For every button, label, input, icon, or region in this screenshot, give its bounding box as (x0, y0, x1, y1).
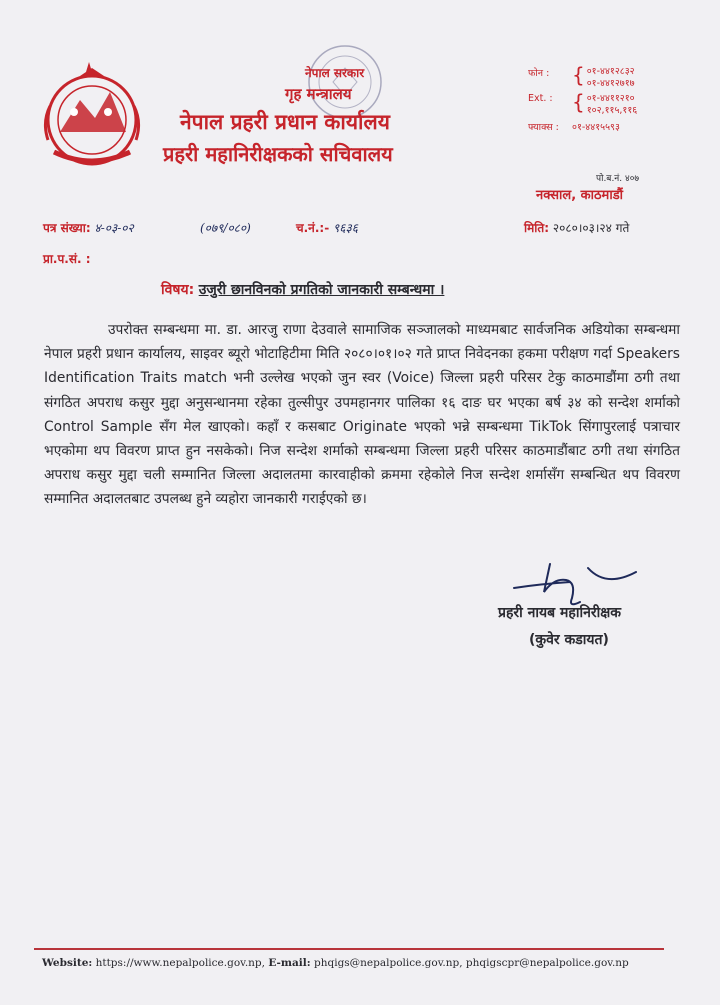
prapasa-label: प्रा.प.सं. : (43, 252, 91, 266)
date-label: मिति: (524, 221, 550, 235)
email-label: E-mail: (268, 957, 311, 969)
chalani-value: ९६३६ (333, 221, 358, 235)
fiscal-year (200, 219, 251, 236)
patra-value: ४-०३-०२ (94, 221, 134, 235)
subject-line (161, 280, 444, 299)
footer-contacts (42, 957, 629, 969)
phone-label: फोन : (528, 68, 550, 79)
dispatch-number (296, 219, 358, 236)
nepal-emblem-icon (40, 62, 144, 176)
reference-number (43, 219, 134, 236)
patra-label: पत्र संख्या: (43, 221, 91, 235)
contact-block (528, 63, 708, 136)
website-label: Website: (42, 957, 93, 969)
website-link[interactable]: https://www.nepalpolice.gov.np, (95, 957, 265, 969)
ministry-label: गृह मन्त्रालय (285, 85, 352, 103)
email-link[interactable]: phqigscpr@nepalpolice.gov.np (465, 957, 629, 969)
phone-number: ०१-४४१२८३२ (586, 66, 635, 77)
ext-number: ०१-४४११२१० (586, 93, 635, 104)
phone-number: ०१-४४१२७१७ (586, 78, 635, 89)
fax-number: ०१-४४१५५९३ (572, 122, 620, 133)
office-title: नेपाल प्रहरी प्रधान कार्यालय (180, 110, 390, 134)
footer-divider (34, 948, 664, 950)
email-link[interactable]: phqigs@nepalpolice.gov.np, (314, 957, 463, 969)
ext-label: Ext. : (528, 93, 553, 104)
fax-label: फ्याक्स : (528, 122, 559, 133)
chalani-label: च.नं.:- (296, 221, 330, 235)
subject-text: उजुरी छानविनको प्रगतिको जानकारी सम्बन्धमा । (198, 282, 445, 298)
letter-date (524, 219, 629, 236)
po-box: पो.ब.नं. ४०७ (596, 174, 640, 184)
brace-icon: { (572, 63, 585, 87)
subject-label: विषय: (161, 282, 195, 298)
govt-label: नेपाल सरकार (305, 66, 365, 80)
ext-number: १०२,११५,११६ (586, 105, 638, 116)
date-value: २०८०।०३।२४ गते (552, 221, 630, 235)
brace-icon: { (572, 90, 585, 114)
letter-body: उपरोक्त सम्बन्धमा मा. डा. आरजु राणा देउवाले सामाजिक सञ्जालको माध्यमबाट सार्वजनिक अडियोका सम्बन्धमा नेपाल प्रहरी प्रधान कार्यालय, साइवर ब्यूरो भोटाहिटीमा मिति २०८०।०१।०२ गते प्राप्त निवेदनका हकमा परीक्षण गर्दा Speakers Identification Traits match भनी उल्लेख भएको जुन स्वर (Voice) जिल्ला प्रहरी परिसर टेकु काठमाडौंमा ठगी तथा संगठित अपराध कसुर मुद्दा अनुसन्धानमा रहेका तुल्सीपुर उपमहानगर पालिका १६ दाङ घर भएका बर्ष ३४ को सन्देश शर्माको Control Sample सँग मेल खाएको। कहाँ र कसबाट Originate भएको भन्ने सम्बन्धमा TikTok सिंगापुरलाई पत्राचार भएकोमा थप विवरण प्राप्त हुन नसकेको। निज सन्देश शर्माको सम्बन्धमा जिल्ला प्रहरी परिसर काठमाडौंबाट ठगी तथा संगठित अपराध कसुर मुद्दा चली सम्मानित जिल्ला अदालतमा कारवाहीको क्रममा रहेकोले निज सन्देश शर्मासँग सम्बन्धित थप विवरण सम्मानित अदालतबाट उपलब्ध हुने व्यहोरा जानकारी गराईएको छ। (44, 322, 680, 508)
year-value: (०७९/०८०) (200, 221, 251, 235)
secretariat-title: प्रहरी महानिरीक्षकको सचिवालय (163, 142, 393, 166)
signer-name: (कुवेर कडायत) (529, 632, 609, 648)
signer-title: प्रहरी नायब महानिरीक्षक (498, 605, 621, 621)
office-location: नक्साल, काठमाडौं (536, 188, 624, 203)
